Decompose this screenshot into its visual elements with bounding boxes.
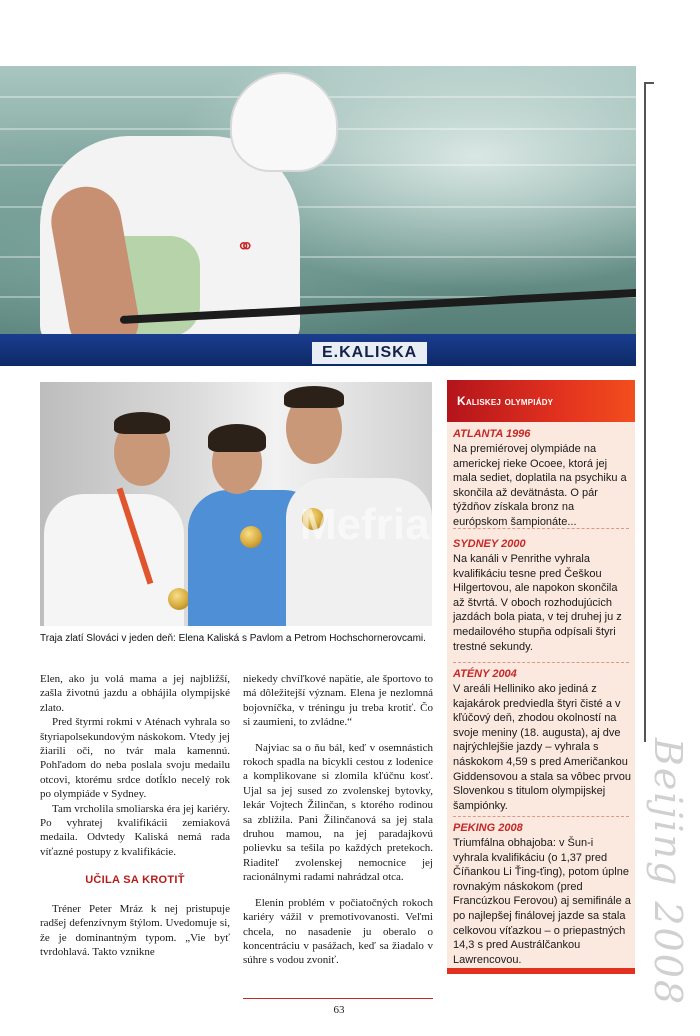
boat-name: E.KALISKA [312, 342, 427, 364]
section-text: Triumfálna obhajoba: v Šun-i vyhrala kvalifikáciu (o 1,37 pred Číňankou Li Ťing-ťing), potom úplne rovnakým náskokom (pred Francúzkou Ferovou) aj semifinále a po najlepšej finálovej jazde sa stala celkovou víťazkou – o priepastných 14,3 s pred Austrálčankou Lawrencovou. [453, 837, 631, 966]
section-heading: UČILA SA KROTIŤ [85, 874, 185, 887]
photo-caption: Traja zlatí Slováci v jeden deň: Elena Kaliská s Pavlom a Petrom Hochschornerovcami. [40, 633, 426, 644]
section-label: SYDNEY 2000 [453, 538, 526, 550]
paragraph: Tréner Peter Mráz k nej pristupuje radšej defenzívnym štýlom. Uvedomuje si, že je dominantným typom. „Vie byť tvrdohlavá. Takto vznikne [40, 902, 230, 958]
section-text: Na premiérovej olympiáde na americkej rieke Ocoee, ktorá jej mala sediet, doplatila na psychiku a skončila až devätnásta. O pár týždňov získala bronz na európskom šampionáte... [453, 443, 627, 528]
olympics-sidebar [447, 380, 635, 974]
article-column-right [243, 672, 433, 968]
olympic-rings-icon: ⚭ [236, 234, 255, 259]
paragraph: Elenin problém v počiatočných rokoch kariéry vážil v premotivovanosti. Veľmi chcela, no nasadenie ju oberalo o koncentráciu v pasážach, keď sa žiadalo v súhre s vodou zvoniť. [243, 896, 433, 967]
sidebar-section-atlanta [453, 428, 631, 530]
section-text: Na kanáli v Penrithe vyhrala kvalifikáciu tesne pred Češkou Hilgertovou, ale napokon skončila až štvrtá. V oboch rozhodujúcich jazdách bola piata, v tej druhej ju z medailového stupňa odpísali štyri trestné sekundy. [453, 553, 622, 653]
sidebar-section-ateny [453, 668, 631, 813]
paragraph: niekedy chvíľkové napätie, ale športovo to má dôležitejší význam. Elena je nezlomná bojovníčka, v tréningu ju treba krotiť. Čo si zaumieni, to zvládne.“ [243, 673, 433, 729]
helmet [230, 72, 338, 172]
watermark: Mefria [300, 500, 430, 549]
divider [453, 528, 629, 529]
section-label: ATÉNY 2004 [453, 668, 517, 680]
top-photo [0, 66, 636, 366]
sidebar-bottom-bar [447, 968, 635, 974]
sidebar-section-sydney [453, 538, 631, 654]
section-label: ATLANTA 1996 [453, 428, 531, 440]
paragraph: Pred štyrmi rokmi v Aténach vyhrala so štyriapolsekundovým náskokom. Vtedy jej žiarili oči, no tvár mala kamennú. Pohľadom do neba poslala svoju medailu otcovi, ktorému srdce dotĺklo necelý rok po olympiáde v Sydney. [40, 716, 230, 801]
paragraph: Elen, ako ju volá mama a jej najbližší, zašla životnú jazdu a obhájila olympijské zlato. [40, 673, 230, 714]
page-number: 63 [333, 1004, 345, 1016]
article-column-left [40, 672, 230, 959]
section-text: V areáli Helliniko ako jediná z kajakárok predviedla štyri čisté a v kľúčový deň, zhodou okolností na svoje meniny (18. augusta), aj dve najrýchlejšie jazdy – vyhrala s náskokom 4,59 s pred Američankou Giddensovou a stala sa vôbec prvou Slovenkou s titulom olympijskej šampiónky. [453, 683, 631, 812]
sidebar-header [447, 380, 635, 422]
footer-rule [243, 998, 433, 999]
decorative-rule [644, 82, 654, 742]
paragraph: Tam vrcholila smoliarska éra jej kariéry. Po vyhratej kvalifikácii zemiaková medaila. Odvtedy Kaliská nemá rada víťazné postupy z kvalifikácie. [40, 802, 230, 858]
sidebar-section-peking [453, 822, 631, 967]
paragraph: Najviac sa o ňu bál, keď v osemnástich rokoch spadla na bicykli cestou z lodenice a komplikovane si zlomila kľúčnu kosť. Ujal sa jej sused zo zvolenskej bytovky, lekár Vojtech Žilinčan, s ktorého rodinou sa zblížila. Pani Žilinčanová sa jej stala druhou mamou, na jej paradajkovú polievku sa tešila po každých pretekoch. Riaditeľ zvolenskej nemocnice jej racionálnymi radami nahrádzal otca. [243, 741, 433, 884]
beijing-2008-side-text: Beijing 2008 [646, 738, 690, 1007]
section-label: PEKING 2008 [453, 822, 523, 834]
medalists-photo [40, 382, 432, 626]
sidebar-title: Kaliskej olympiády [457, 394, 554, 408]
divider [453, 662, 629, 663]
divider [453, 816, 629, 817]
